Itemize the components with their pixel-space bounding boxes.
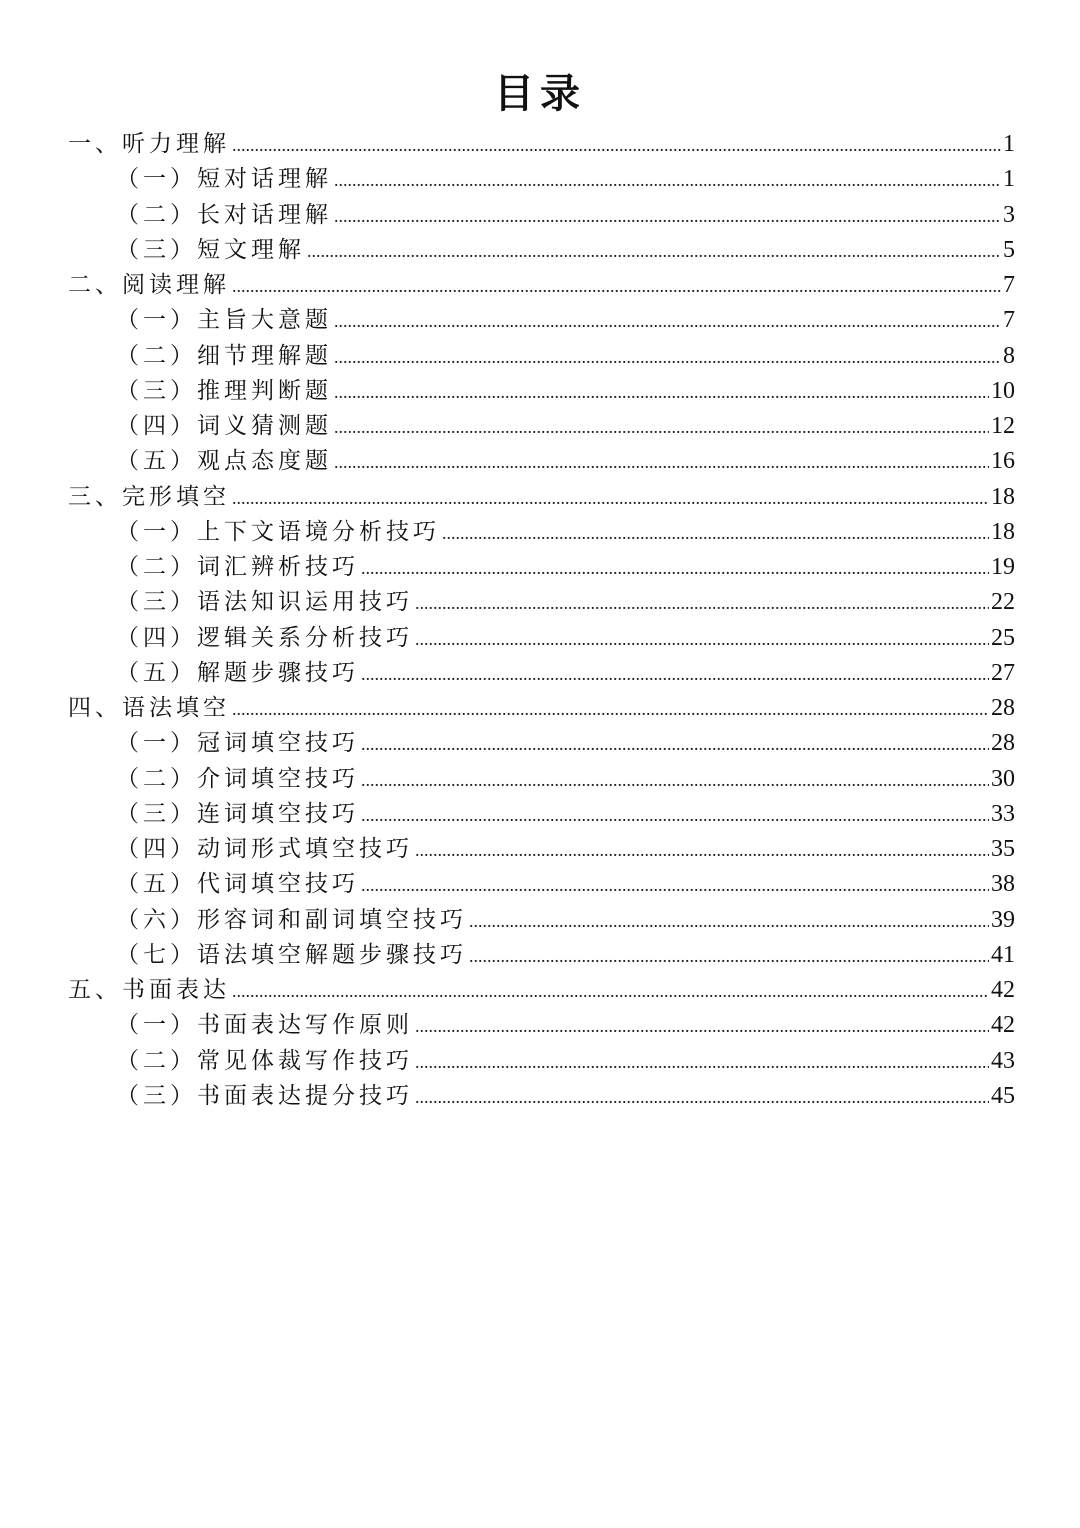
toc-entry-label: （一）主旨大意题 [116,307,332,334]
toc-page-number: 30 [991,765,1015,792]
toc-entry-label: （二）长对话理解 [116,201,332,228]
toc-subsection-entry [68,409,1015,444]
toc-list [68,127,1015,1114]
toc-subsection-entry [68,233,1015,268]
toc-entry-label: （二）介词填空技巧 [116,765,359,792]
toc-dot-leader [361,868,989,903]
toc-page-number: 1 [1003,131,1015,157]
toc-entry-label: （一）书面表达写作原则 [116,1012,413,1039]
toc-section-entry [68,127,1015,162]
toc-subsection-entry [68,938,1015,973]
toc-dot-leader [361,798,989,833]
toc-dot-leader [334,199,1001,234]
toc-subsection-entry [68,550,1015,585]
toc-dot-leader [361,657,989,692]
toc-entry-label: （三）推理判断题 [116,377,332,404]
toc-dot-leader [232,269,1001,304]
toc-page-number: 12 [991,413,1015,439]
toc-dot-leader [232,692,989,727]
toc-entry-label: 四、语法填空 [68,695,230,721]
toc-page-number: 7 [1003,307,1015,334]
toc-page-number: 10 [991,377,1015,404]
toc-entry-label: 五、书面表达 [68,977,230,1003]
toc-page-number: 18 [991,483,1015,510]
toc-page-number: 43 [991,1047,1015,1074]
toc-dot-leader [442,516,989,551]
toc-entry-label: （五）解题步骤技巧 [116,659,359,686]
toc-page-number: 16 [991,448,1015,475]
toc-subsection-entry [68,762,1015,797]
toc-entry-label: （二）词汇辨析技巧 [116,554,359,580]
page-title: 目录 [494,70,586,117]
toc-subsection-entry [68,198,1015,233]
toc-entry-label: （五）观点态度题 [116,448,332,475]
toc-entry-label: （六）形容词和副词填空技巧 [116,906,467,933]
toc-page-number: 27 [991,659,1015,686]
toc-dot-leader [415,586,989,621]
toc-subsection-entry [68,303,1015,338]
toc-entry-label: （七）语法填空解题步骤技巧 [116,941,467,968]
toc-subsection-entry [68,515,1015,550]
toc-dot-leader [361,763,989,798]
toc-page-number: 45 [991,1082,1015,1109]
toc-page-number: 22 [991,589,1015,616]
toc-entry-label: （二）细节理解题 [116,342,332,369]
toc-entry-label: （五）代词填空技巧 [116,871,359,898]
toc-dot-leader [334,375,989,410]
toc-subsection-entry [68,832,1015,867]
toc-dot-leader [415,1045,989,1080]
toc-subsection-entry [68,797,1015,832]
toc-dot-leader [334,163,1001,198]
toc-dot-leader [415,833,989,868]
toc-entry-label: 二、阅读理解 [68,272,230,298]
toc-dot-leader [307,234,1001,269]
toc-dot-leader [415,622,989,657]
toc-entry-label: （三）连词填空技巧 [116,800,359,827]
toc-entry-label: （一）冠词填空技巧 [116,730,359,757]
toc-section-entry [68,268,1015,303]
toc-dot-leader [334,410,989,445]
toc-page-number: 25 [991,624,1015,651]
toc-page-number: 3 [1003,201,1015,228]
toc-subsection-entry [68,1079,1015,1114]
toc-entry-label: （四）词义猜测题 [116,413,332,439]
toc-section-entry [68,480,1015,515]
toc-subsection-entry [68,656,1015,691]
toc-dot-leader [415,1080,989,1115]
toc-dot-leader [415,1009,989,1044]
toc-dot-leader [469,904,989,939]
toc-entry-label: （三）短文理解 [116,236,305,263]
toc-dot-leader [361,551,989,586]
toc-subsection-entry [68,162,1015,197]
toc-entry-label: （四）逻辑关系分析技巧 [116,624,413,651]
toc-page-number: 28 [991,695,1015,721]
toc-dot-leader [469,939,989,974]
toc-dot-leader [334,304,1001,339]
toc-subsection-entry [68,585,1015,620]
toc-entry-label: （一）短对话理解 [116,166,332,193]
toc-entry-label: （二）常见体裁写作技巧 [116,1047,413,1074]
toc-page-number: 35 [991,836,1015,862]
toc-subsection-entry [68,1008,1015,1043]
toc-page-number: 39 [991,906,1015,933]
toc-page-number: 18 [991,518,1015,545]
toc-page-number: 5 [1003,236,1015,263]
toc-subsection-entry [68,621,1015,656]
toc-page-number: 41 [991,941,1015,968]
toc-entry-label: （一）上下文语境分析技巧 [116,518,440,545]
toc-subsection-entry [68,1044,1015,1079]
toc-page-number: 7 [1003,272,1015,298]
toc-page-number: 28 [991,730,1015,757]
toc-dot-leader [232,974,989,1009]
toc-page-number: 33 [991,800,1015,827]
toc-section-entry [68,691,1015,726]
toc-dot-leader [232,128,1001,163]
toc-subsection-entry [68,867,1015,902]
toc-page-number: 8 [1003,342,1015,369]
toc-dot-leader [334,340,1001,375]
toc-page-number: 42 [991,977,1015,1003]
toc-subsection-entry [68,444,1015,479]
toc-dot-leader [232,481,989,516]
toc-entry-label: （三）语法知识运用技巧 [116,589,413,616]
toc-entry-label: （三）书面表达提分技巧 [116,1082,413,1109]
toc-page-number: 19 [991,554,1015,580]
toc-entry-label: （四）动词形式填空技巧 [116,836,413,862]
toc-page-number: 38 [991,871,1015,898]
toc-section-entry [68,973,1015,1008]
toc-entry-label: 三、完形填空 [68,483,230,510]
toc-subsection-entry [68,726,1015,761]
toc-page-number: 42 [991,1012,1015,1039]
toc-dot-leader [334,445,989,480]
toc-dot-leader [361,727,989,762]
toc-subsection-entry [68,903,1015,938]
toc-subsection-entry [68,339,1015,374]
toc-entry-label: 一、听力理解 [68,131,230,157]
toc-subsection-entry [68,374,1015,409]
toc-page-number: 1 [1003,166,1015,193]
